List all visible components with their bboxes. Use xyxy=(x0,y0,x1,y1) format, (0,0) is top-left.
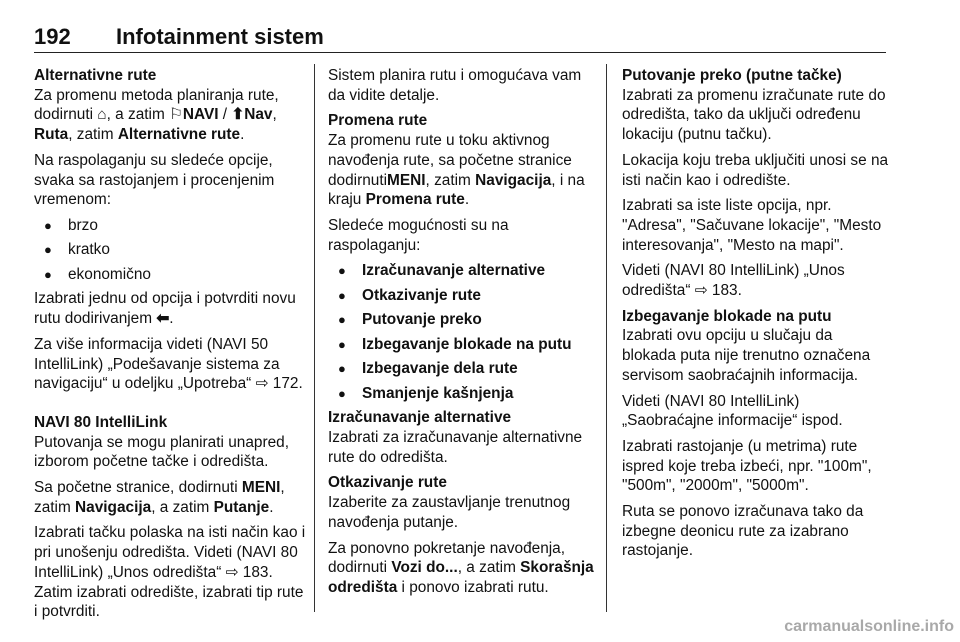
home-icon: ⌂ xyxy=(97,106,107,124)
column-divider-2 xyxy=(606,64,607,612)
heading-promena-rute: Promena rute xyxy=(328,112,428,130)
paragraph-plan-ahead: Putovanja se mogu planirati unapred, izborom početne tačke i odredišta. xyxy=(34,433,289,471)
route-options-list xyxy=(34,216,306,285)
list-item: ● Izbegavanje blokade na putu xyxy=(328,335,596,355)
page-title: Infotainment sistem xyxy=(116,24,324,49)
paragraph-system-plans: Sistem planira rutu i omogućava vam da vidite detalje. xyxy=(328,67,582,104)
paragraph-cancel: Izaberite za zaustavljanje trenutnog navođenja putanje. xyxy=(328,494,571,531)
heading-navi-80: NAVI 80 IntelliLink xyxy=(34,413,168,431)
column-divider-1 xyxy=(314,64,315,612)
navigation-arrow-icon: ⬆ xyxy=(231,106,245,124)
list-item: ● Smanjenje kašnjenja xyxy=(328,384,596,404)
list-item: ● Putovanje preko xyxy=(328,310,596,330)
page-ref-icon: ⇨ xyxy=(225,563,239,581)
list-item: ● brzo xyxy=(34,216,306,236)
page-number: 192 xyxy=(34,24,71,49)
back-arrow-icon: ⬅ xyxy=(156,310,170,328)
paragraph-available: Sledeće mogućnosti su na raspolaganju: xyxy=(328,216,509,254)
paragraph-list-options: Izabrati sa iste liste opcija, npr. "Adresa", "Sačuvane lokacije", "Mesto interesovanja", "Mesto na mapi". xyxy=(622,197,882,254)
heading-izracunavanje: Izračunavanje alternative xyxy=(328,409,512,427)
page-ref-icon: ⇨ xyxy=(694,282,708,300)
heading-otkazivanje: Otkazivanje rute xyxy=(328,474,447,492)
change-route-options-list xyxy=(328,261,596,403)
paragraph-more-info: Za više informacija videti (NAVI 50 IntelliLink) „Podešavanje sistema za navigaciju“ u odeljku „Upotreba“ ⇨ 172. xyxy=(34,335,303,393)
paragraph-see-entry: Videti (NAVI 80 IntelliLink) „Unos odredišta“ ⇨ 183. xyxy=(622,262,845,300)
paragraph-alt-routes: Za promenu metoda planiranja rute, dodirnuti ⌂, a zatim ⚐NAVI / ⬆Nav, Ruta, zatim Alternativne rute. xyxy=(34,86,279,144)
page-header xyxy=(34,10,886,53)
paragraph-start-point: Izabrati tačku polaska na isti način kao i pri unošenju odredišta. Videti (NAVI 80 IntelliLink) „Unos odredišta“ ⇨ 183. Zatim izabrati odredište, izabrati tip rute i potvrditi. xyxy=(34,524,306,621)
column-1 xyxy=(34,66,306,628)
paragraph-distance: Izabrati rastojanje (u metrima) rute ispred koje treba izbeći, npr. "100m", "500m", "2000m", "5000m". xyxy=(622,437,872,495)
paragraph-menu-path: Sa početne stranice, dodirnuti MENI, zatim Navigacija, a zatim Putanje. xyxy=(34,479,285,516)
heading-putovanje-preko: Putovanje preko (putne tačke) xyxy=(622,67,842,84)
column-2 xyxy=(328,66,596,604)
heading-alternativne-rute: Alternativne rute xyxy=(34,67,157,84)
list-item: ● Izračunavanje alternative xyxy=(328,261,596,281)
heading-izbegavanje-blokade: Izbegavanje blokade na putu xyxy=(622,307,832,325)
watermark: carmanualsonline.info xyxy=(784,618,954,635)
paragraph-restart: Za ponovno pokretanje navođenja, dodirnuti Vozi do..., a zatim Skorašnja odredišta i ponovo izabrati rutu. xyxy=(328,539,594,596)
list-item: ● Izbegavanje dela rute xyxy=(328,359,596,379)
list-item: ● ekonomično xyxy=(34,265,306,285)
paragraph-location-entry: Lokacija koju treba uključiti unosi se na isti način kao i odredište. xyxy=(622,151,889,189)
paragraph-alternative: Izabrati za izračunavanje alternativne rute do odredišta. xyxy=(328,429,583,466)
paragraph-change-route: Za promenu rute u toku aktivnog navođenja rute, sa početne stranice dodirnutiMENI, zatim Navigacija, i na kraju Promena rute. xyxy=(328,132,585,209)
paragraph-confirm: Izabrati jednu od opcija i potvrditi novu rutu dodirivanjem ⬅. xyxy=(34,290,296,328)
page-ref-icon: ⇨ xyxy=(255,375,269,393)
list-item: ● Otkazivanje rute xyxy=(328,286,596,306)
column-3 xyxy=(622,66,890,567)
paragraph-options-intro: Na raspolaganju su sledeće opcije, svaka sa rastojanjem i procenjenim vremenom: xyxy=(34,151,275,209)
paragraph-roadblock: Izabrati ovu opciju u slučaju da blokada puta nije trenutno označena servisom saobraćajnih informacija. xyxy=(622,327,871,384)
paragraph-recalc: Ruta se ponovo izračunava tako da izbegne deonicu rute za izabrano rastojanje. xyxy=(622,503,864,560)
list-item: ● kratko xyxy=(34,240,306,260)
paragraph-traffic-info: Videti (NAVI 80 IntelliLink) „Saobraćajne informacije“ ispod. xyxy=(622,392,843,430)
paragraph-waypoint: Izabrati za promenu izračunate rute do odredišta, tako da uključi određenu lokaciju (putnu tačku). xyxy=(622,86,886,144)
flag-icon: ⚐ xyxy=(169,106,183,124)
